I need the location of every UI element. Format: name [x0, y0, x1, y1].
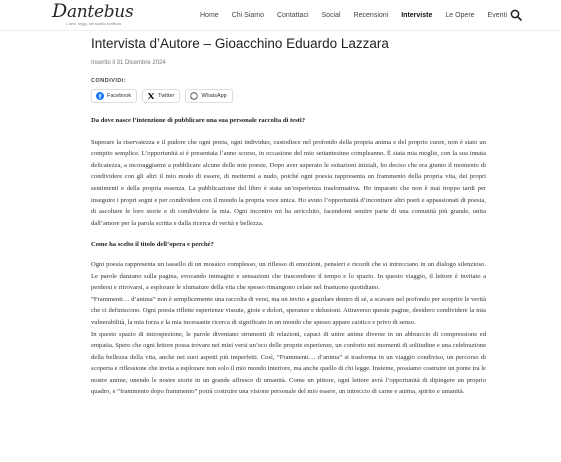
nav-recensioni[interactable]: Recensioni [353, 11, 389, 19]
share-label: CONDIVIDI: [91, 78, 127, 84]
nav-eventi[interactable]: Eventi [487, 11, 508, 19]
whatsapp-icon [190, 92, 198, 100]
search-icon[interactable] [510, 9, 522, 21]
article-container [91, 36, 486, 398]
question-1: Da dove nasce l’intenzione di pubblicare una sua personale raccolta di testi? [91, 117, 305, 124]
share-whatsapp-button[interactable] [185, 89, 232, 103]
nav-chi-siamo[interactable]: Chi Siamo [231, 11, 264, 19]
nav-contattaci[interactable]: Contattaci [276, 11, 309, 19]
nav-home[interactable]: Home [200, 11, 219, 19]
main-nav [200, 0, 520, 30]
logo-tagline: L'arte, leggi, sei subito scrittura [66, 21, 122, 26]
twitter-icon [147, 92, 155, 100]
answer-2-paragraph-3: In questo spazio di introspezione, le parole diventano strumenti di relazioni, capaci di unire anime diverse in un abbraccio di compressione ed empatia. Spero che ogni lettore possa trovare nei miei versi un’eco delle proprie esperienze, un conforto nei momenti di solitudine e una celebrazione della bellezza della vita, anche nei suoi aspetti più imperfetti. Così, “Frammenti… d’anima” si trasforma in un viaggio condiviso, un percorso di scoperta e riflessione che invita a esplorare non solo il mio mondo interiore, ma anche quello di chi legge. Insieme, possiamo costruire un ponte tra le nostre anime, unendo le nostre storie in un grande affresco di umanità. Come un pittore, ogni lettore avrà l’opportunità di dipingere un proprio quadro, e “frammento dopo frammento” potrà costruire una visione personale del mio essere, un intreccio di carne e anima, spirito e umanità. [91, 330, 486, 396]
site-header [0, 0, 561, 31]
share-twitter-label: Twitter [158, 93, 175, 99]
share-buttons [91, 89, 486, 103]
site-logo[interactable] [52, 0, 134, 26]
logo-wordmark [52, 0, 134, 22]
share-facebook-button[interactable] [91, 89, 137, 103]
article-body [91, 115, 486, 398]
facebook-icon [96, 92, 104, 100]
answer-1: Superare la riservatezza e il pudore che ogni poeta, ogni individuo, custodisce nel profondo della propria anima e del proprio cuore, non è stato un compito semplice. L’opportunità si è presentata l’anno scorso, in occasione del mio settantesimo compleanno. È stata mia moglie, con la sua innata delicatezza, a incoraggiarmi a pubblicare alcune delle mie poesie. Dopo aver superato le esitazioni iniziali, ho deciso che era giunto il momento di condividere con gli altri il mio modo di essere, di mettermi a nudo, poiché ogni poesia rappresenta un frammento della propria vita, dei propri sentimenti e della propria essenza. La pubblicazione del libro è stata un’esperienza trasformativa. Ho imparato che non è mai troppo tardi per inseguire i propri sogni e per condividere con il mondo la propria voce unica. Ho avuto l’opportunità d’incontrare altri poeti e appassionati di poesia, di ascoltare le loro storie e di condividere la mia. Ogni incontro mi ha arricchito, facendomi sentire parte di una comunità più grande, unita dall’amore per la parola scritta e dalla ricerca di verità e bellezza. [91, 138, 486, 227]
spacer [91, 251, 486, 259]
share-whatsapp-label: WhatsApp [201, 93, 227, 99]
page-title: Intervista d’Autore – Gioacchino Eduardo Lazzara [91, 36, 389, 51]
logo-initial: D [52, 0, 67, 22]
spacer [91, 127, 486, 137]
answer-2-paragraph-2: “Frammenti… d’anima” non è semplicemente una raccolta di versi, ma un invito a guardare dentro di sé, a scavare nel profondo per scoprire le verità che ci definiscono. Ogni poesia riflette esperienze vissute, gioie e dolori, speranze e delusioni. Attraverso queste pagine, desidero condividere la mia vulnerabilità, la mia forza e la mia incessante ricerca di significato in un mondo che spesso appare caotico e privo di senso. [91, 295, 486, 326]
share-facebook-label: Facebook [107, 93, 132, 99]
share-twitter-button[interactable] [142, 89, 180, 103]
spacer [91, 229, 486, 239]
nav-le-opere[interactable]: Le Opere [445, 11, 475, 19]
question-2: Come ha scelto il titolo dell’opera e perché? [91, 241, 214, 249]
answer-2-paragraph-1: Ogni poesia rappresenta un tassello di un mosaico complesso, un riflesso di emozioni, pensieri e ricordi che si intrecciano in un dialogo silenzioso. Le parole danzano sulla pagina, evocando immagini e sensazioni che trascendono il tempo e lo spazio. In questo viaggio, il lettore è invitato a perdersi e ritrovarsi, a esplorare le sfumature della vita che spesso rimangono celate nel frastuono quotidiano. [91, 260, 486, 292]
post-date: Inserito il 31 Dicembre 2024 [91, 60, 166, 66]
nav-interviste[interactable]: Interviste [401, 11, 433, 19]
logo-text: antebus [66, 2, 134, 22]
nav-social[interactable]: Social [321, 11, 341, 19]
